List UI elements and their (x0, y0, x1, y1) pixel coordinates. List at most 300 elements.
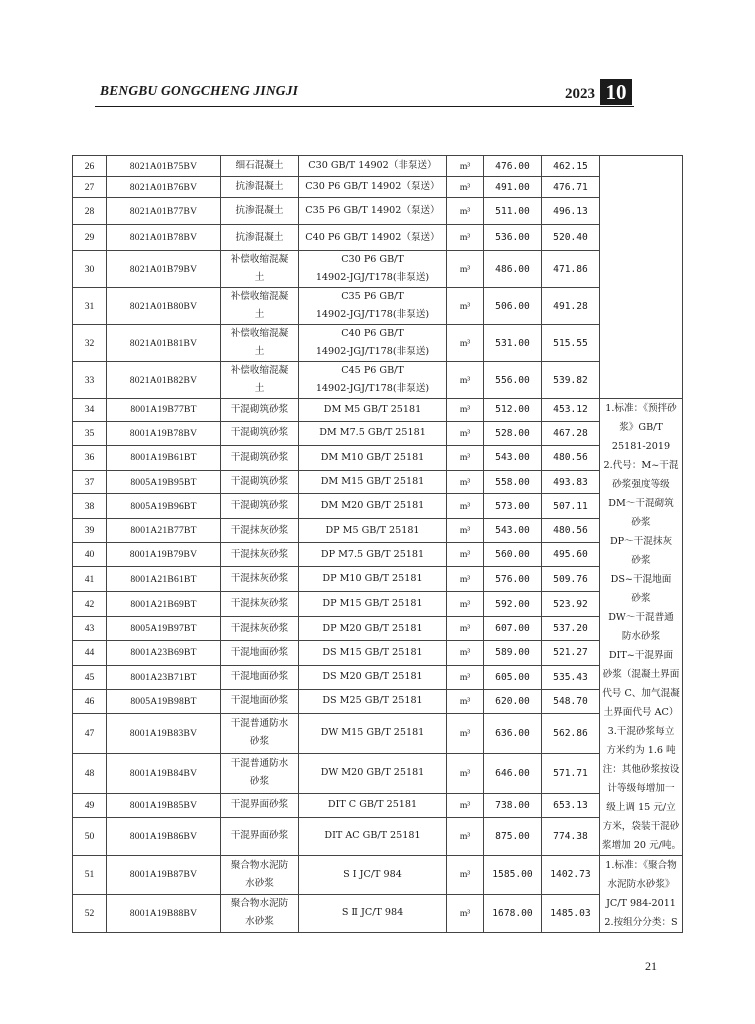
price-excl-tax: 453.12 (542, 399, 600, 422)
unit: m³ (447, 592, 484, 617)
material-name (221, 753, 299, 793)
material-name-line: 干混界面砂浆 (230, 799, 289, 811)
material-spec-line: DP M7.5 GB/T 25181 (320, 548, 425, 560)
table-row (73, 519, 683, 543)
material-spec (299, 543, 447, 567)
remarks-empty (600, 156, 683, 399)
material-name-line: 土 (254, 272, 265, 283)
material-name-line: 干混砌筑砂浆 (230, 427, 289, 439)
price-incl-tax: 636.00 (484, 713, 542, 753)
material-code: 8005A19B95BT (107, 470, 221, 494)
row-number: 51 (73, 856, 107, 895)
material-spec-line: C30 GB/T 14902（非泵送） (308, 160, 437, 171)
row-number: 44 (73, 640, 107, 665)
material-name-line: 土 (254, 383, 265, 394)
material-name (221, 421, 299, 445)
price-excl-tax: 535.43 (542, 665, 600, 689)
price-excl-tax: 509.76 (542, 567, 600, 592)
material-name (221, 362, 299, 399)
material-name (221, 225, 299, 251)
material-spec (299, 793, 447, 817)
material-spec (299, 519, 447, 543)
row-number: 27 (73, 177, 107, 198)
material-spec (299, 198, 447, 225)
remarks-mortar-line: 砂浆 (631, 593, 651, 604)
price-incl-tax: 607.00 (484, 617, 542, 641)
row-number: 45 (73, 665, 107, 689)
table-row (73, 445, 683, 470)
material-name (221, 856, 299, 895)
material-spec (299, 399, 447, 422)
material-name-line: 干混抹灰砂浆 (230, 548, 289, 560)
material-code: 8021A01B80BV (107, 288, 221, 325)
material-name (221, 445, 299, 470)
material-spec-line: DS M15 GB/T 25181 (322, 646, 423, 658)
remarks-mortar-line: 砂浆（混凝土界面 (602, 669, 680, 680)
material-spec-line: 14902-JGJ/T178(非泵送) (315, 346, 430, 357)
price-incl-tax: 543.00 (484, 519, 542, 543)
table-row (73, 713, 683, 753)
remarks-mortar-line: 25181-2019 (611, 441, 671, 452)
remarks-mortar-line: 级上调 15 元/立 (606, 802, 676, 813)
remarks-mortar-line: 土界面代号 AC） (603, 707, 679, 718)
table-row (73, 494, 683, 519)
material-name (221, 567, 299, 592)
price-incl-tax: 556.00 (484, 362, 542, 399)
material-code: 8001A23B71BT (107, 665, 221, 689)
table-row (73, 325, 683, 362)
price-incl-tax: 875.00 (484, 817, 542, 855)
price-incl-tax: 486.00 (484, 251, 542, 288)
table-row (73, 689, 683, 713)
remarks-mortar-line: DW～干混普通 (608, 612, 674, 623)
issue-year: 2023 (565, 86, 595, 102)
row-number: 40 (73, 543, 107, 567)
material-name (221, 251, 299, 288)
price-incl-tax: 558.00 (484, 470, 542, 494)
price-excl-tax: 515.55 (542, 325, 600, 362)
row-number: 33 (73, 362, 107, 399)
unit: m³ (447, 640, 484, 665)
material-spec-line: DW M20 GB/T 25181 (320, 767, 425, 779)
row-number: 29 (73, 225, 107, 251)
row-number: 43 (73, 617, 107, 641)
row-number: 30 (73, 251, 107, 288)
material-name-line: 补偿收缩混凝 (230, 254, 289, 265)
material-code: 8021A01B79BV (107, 251, 221, 288)
remarks-mortar-line: 防水砂浆 (621, 631, 661, 642)
material-name (221, 665, 299, 689)
price-incl-tax: 573.00 (484, 494, 542, 519)
material-code: 8005A19B97BT (107, 617, 221, 641)
price-incl-tax: 512.00 (484, 399, 542, 422)
remarks-mortar-line: 方米，袋装干混砂 (602, 821, 680, 832)
material-name (221, 543, 299, 567)
material-name-line: 抗渗混凝土 (235, 205, 284, 216)
material-name-line: 干混普通防水 (230, 758, 289, 770)
material-name-line: 水砂浆 (245, 916, 274, 928)
material-spec-line: S Ⅰ JC/T 984 (343, 868, 402, 880)
material-name-line: 干混抹灰砂浆 (230, 598, 289, 610)
unit: m³ (447, 543, 484, 567)
remarks-mortar-line: 浆增加 20 元/吨。 (602, 840, 682, 851)
material-spec (299, 445, 447, 470)
remarks-mortar (600, 399, 683, 856)
price-excl-tax: 539.82 (542, 362, 600, 399)
material-spec-line: DP M15 GB/T 25181 (322, 598, 423, 610)
material-spec-line: C35 P6 GB/T 14902（泵送） (305, 205, 440, 216)
material-code: 8001A19B61BT (107, 445, 221, 470)
price-incl-tax: 620.00 (484, 689, 542, 713)
remarks-mortar-line: 砂浆 (631, 555, 651, 566)
table-row (73, 198, 683, 225)
material-name-line: 干混界面砂浆 (230, 830, 289, 842)
price-excl-tax: 521.27 (542, 640, 600, 665)
row-number: 39 (73, 519, 107, 543)
row-number: 41 (73, 567, 107, 592)
material-name-line: 补偿收缩混凝 (230, 291, 289, 302)
material-spec-line: DM M20 GB/T 25181 (320, 500, 425, 512)
price-incl-tax: 738.00 (484, 793, 542, 817)
row-number: 46 (73, 689, 107, 713)
remarks-mortar-line: 1.标准：《预拌砂 (605, 403, 677, 414)
row-number: 52 (73, 894, 107, 933)
unit: m³ (447, 793, 484, 817)
material-name-line: 干混砌筑砂浆 (230, 476, 289, 488)
row-number: 34 (73, 399, 107, 422)
row-number: 28 (73, 198, 107, 225)
remarks-polymer-line: JC/T 984-2011 (606, 898, 676, 909)
row-number: 42 (73, 592, 107, 617)
remarks-mortar-line: 3.干混砂浆每立 (607, 726, 675, 737)
unit: m³ (447, 399, 484, 422)
material-spec-line: 14902-JGJ/T178(非泵送) (315, 309, 430, 320)
price-excl-tax: 480.56 (542, 519, 600, 543)
price-incl-tax: 576.00 (484, 567, 542, 592)
price-incl-tax: 543.00 (484, 445, 542, 470)
row-number: 37 (73, 470, 107, 494)
material-name (221, 817, 299, 855)
table-row (73, 362, 683, 399)
price-excl-tax: 480.56 (542, 445, 600, 470)
remarks-mortar-line: 浆》GB/T (619, 422, 663, 433)
table-row (73, 665, 683, 689)
price-excl-tax: 571.71 (542, 753, 600, 793)
material-code: 8001A19B86BV (107, 817, 221, 855)
remarks-mortar-line: DP～干混抹灰 (609, 536, 673, 547)
price-table (72, 155, 683, 933)
material-name (221, 325, 299, 362)
material-name (221, 519, 299, 543)
price-excl-tax: 523.92 (542, 592, 600, 617)
row-number: 50 (73, 817, 107, 855)
material-name-line: 聚合物水泥防 (230, 859, 289, 871)
material-spec (299, 617, 447, 641)
unit: m³ (447, 325, 484, 362)
material-spec (299, 856, 447, 895)
unit: m³ (447, 856, 484, 895)
price-excl-tax: 1402.73 (542, 856, 600, 895)
material-code: 8021A01B77BV (107, 198, 221, 225)
remarks-mortar-line: 2.代号：M~干混 (603, 460, 679, 471)
price-excl-tax: 471.86 (542, 251, 600, 288)
material-spec-line: DP M5 GB/T 25181 (325, 524, 420, 536)
material-name-line: 干混抹灰砂浆 (230, 524, 289, 536)
material-name-line: 补偿收缩混凝 (230, 328, 289, 339)
price-incl-tax: 536.00 (484, 225, 542, 251)
material-spec-line: DW M15 GB/T 25181 (320, 727, 425, 739)
unit: m³ (447, 665, 484, 689)
material-spec (299, 251, 447, 288)
material-spec-line: 14902-JGJ/T178(非泵送) (315, 383, 430, 394)
price-excl-tax: 1485.03 (542, 894, 600, 933)
unit: m³ (447, 421, 484, 445)
material-name-line: 水砂浆 (245, 877, 274, 889)
material-name-line: 砂浆 (249, 736, 270, 748)
price-excl-tax: 507.11 (542, 494, 600, 519)
remarks-polymer-line: 2.按组分分类：S (604, 917, 678, 928)
table-row (73, 640, 683, 665)
material-code: 8001A21B77BT (107, 519, 221, 543)
table-row (73, 399, 683, 422)
material-name-line: 干混砌筑砂浆 (230, 403, 289, 415)
price-incl-tax: 511.00 (484, 198, 542, 225)
material-name-line: 土 (254, 346, 265, 357)
material-spec-line: DM M15 GB/T 25181 (320, 476, 425, 488)
material-spec (299, 325, 447, 362)
remarks-polymer-line: 水泥防水砂浆》 (607, 879, 675, 890)
unit: m³ (447, 156, 484, 177)
material-name (221, 617, 299, 641)
price-excl-tax: 537.20 (542, 617, 600, 641)
material-spec-line: DIT C GB/T 25181 (327, 799, 418, 811)
material-spec (299, 640, 447, 665)
material-name-line: 抗渗混凝土 (235, 181, 284, 192)
material-code: 8001A23B69BT (107, 640, 221, 665)
price-excl-tax: 495.60 (542, 543, 600, 567)
row-number: 38 (73, 494, 107, 519)
material-spec-line: DP M20 GB/T 25181 (322, 622, 423, 634)
material-code: 8021A01B75BV (107, 156, 221, 177)
material-spec (299, 567, 447, 592)
material-spec (299, 753, 447, 793)
unit: m³ (447, 445, 484, 470)
price-excl-tax: 774.38 (542, 817, 600, 855)
remarks-mortar-line: 砂浆 (631, 517, 651, 528)
material-spec-line: DIT AC GB/T 25181 (324, 830, 421, 842)
price-incl-tax: 491.00 (484, 177, 542, 198)
material-spec-line: DS M20 GB/T 25181 (322, 671, 423, 683)
unit: m³ (447, 567, 484, 592)
material-name-line: 聚合物水泥防 (230, 898, 289, 910)
remarks-polymer (600, 856, 683, 933)
material-name-line: 土 (254, 309, 265, 320)
row-number: 35 (73, 421, 107, 445)
material-code: 8005A19B96BT (107, 494, 221, 519)
remarks-mortar-line: 砂浆强度等级 (612, 479, 670, 490)
material-name (221, 640, 299, 665)
price-incl-tax: 531.00 (484, 325, 542, 362)
price-excl-tax: 653.13 (542, 793, 600, 817)
material-code: 8001A21B69BT (107, 592, 221, 617)
material-spec-line: DP M10 GB/T 25181 (322, 573, 423, 585)
material-spec-line: DM M7.5 GB/T 25181 (319, 427, 426, 439)
row-number: 26 (73, 156, 107, 177)
unit: m³ (447, 617, 484, 641)
table-row (73, 288, 683, 325)
price-incl-tax: 560.00 (484, 543, 542, 567)
price-excl-tax: 462.15 (542, 156, 600, 177)
material-name (221, 470, 299, 494)
remarks-mortar-line: 方米约为 1.6 吨 (606, 745, 676, 756)
table-row (73, 470, 683, 494)
unit: m³ (447, 817, 484, 855)
table-row (73, 592, 683, 617)
table-row (73, 894, 683, 933)
material-spec-line: DM M5 GB/T 25181 (323, 403, 422, 415)
unit: m³ (447, 894, 484, 933)
unit: m³ (447, 494, 484, 519)
price-excl-tax: 520.40 (542, 225, 600, 251)
material-code: 8001A19B78BV (107, 421, 221, 445)
material-code: 8001A21B61BT (107, 567, 221, 592)
unit: m³ (447, 198, 484, 225)
material-name (221, 592, 299, 617)
header-divider (95, 106, 634, 107)
material-spec (299, 421, 447, 445)
row-number: 31 (73, 288, 107, 325)
material-code: 8001A19B84BV (107, 753, 221, 793)
material-code: 8001A19B79BV (107, 543, 221, 567)
material-code: 8021A01B81BV (107, 325, 221, 362)
price-excl-tax: 467.28 (542, 421, 600, 445)
unit: m³ (447, 519, 484, 543)
material-spec (299, 177, 447, 198)
unit: m³ (447, 251, 484, 288)
material-name-line: 干混地面砂浆 (230, 646, 289, 658)
material-name (221, 793, 299, 817)
unit: m³ (447, 689, 484, 713)
price-excl-tax: 476.71 (542, 177, 600, 198)
material-spec-line: C40 P6 GB/T 14902（泵送） (305, 231, 440, 243)
row-number: 48 (73, 753, 107, 793)
material-spec (299, 470, 447, 494)
table-row (73, 793, 683, 817)
material-code: 8001A19B77BT (107, 399, 221, 422)
price-incl-tax: 506.00 (484, 288, 542, 325)
row-number: 49 (73, 793, 107, 817)
page-number: 21 (645, 959, 657, 973)
material-code: 8001A19B88BV (107, 894, 221, 933)
table-row (73, 543, 683, 567)
material-name-line: 补偿收缩混凝 (230, 365, 289, 376)
material-spec-line: S Ⅱ JC/T 984 (341, 907, 404, 919)
price-excl-tax: 493.83 (542, 470, 600, 494)
remarks-mortar-line: 计等级每增加一 (607, 783, 675, 794)
unit: m³ (447, 470, 484, 494)
material-spec (299, 713, 447, 753)
row-number: 47 (73, 713, 107, 753)
material-spec-line: DS M25 GB/T 25181 (322, 695, 423, 707)
table-row (73, 156, 683, 177)
material-name-line: 细石混凝土 (235, 160, 284, 171)
price-excl-tax: 562.86 (542, 713, 600, 753)
material-spec (299, 494, 447, 519)
table-row (73, 617, 683, 641)
material-name-line: 干混地面砂浆 (230, 695, 289, 707)
material-spec-line: C30 P6 GB/T (341, 254, 404, 265)
material-spec (299, 592, 447, 617)
price-incl-tax: 1678.00 (484, 894, 542, 933)
material-name (221, 713, 299, 753)
material-spec (299, 894, 447, 933)
journal-title: BENGBU GONGCHENG JINGJI (100, 83, 299, 98)
material-code: 8021A01B82BV (107, 362, 221, 399)
table-row (73, 421, 683, 445)
remarks-mortar-line: 注：其他砂浆按设 (602, 764, 680, 775)
material-name (221, 156, 299, 177)
price-incl-tax: 476.00 (484, 156, 542, 177)
material-name (221, 288, 299, 325)
material-spec (299, 225, 447, 251)
unit: m³ (447, 713, 484, 753)
material-name (221, 177, 299, 198)
price-excl-tax: 491.28 (542, 288, 600, 325)
material-name-line: 干混砌筑砂浆 (230, 451, 289, 463)
material-code: 8005A19B98BT (107, 689, 221, 713)
table-row (73, 817, 683, 855)
row-number: 36 (73, 445, 107, 470)
material-spec (299, 288, 447, 325)
material-name-line: 抗渗混凝土 (235, 231, 284, 243)
price-incl-tax: 589.00 (484, 640, 542, 665)
remarks-mortar-line: DIT~干混界面 (608, 650, 674, 661)
unit: m³ (447, 177, 484, 198)
material-name-line: 干混抹灰砂浆 (230, 573, 289, 585)
material-spec-line: C30 P6 GB/T 14902（泵送） (305, 181, 440, 192)
material-name-line: 干混砌筑砂浆 (230, 500, 289, 512)
unit: m³ (447, 362, 484, 399)
table-row (73, 753, 683, 793)
row-number: 32 (73, 325, 107, 362)
unit: m³ (447, 753, 484, 793)
table-row (73, 177, 683, 198)
material-spec (299, 665, 447, 689)
material-name-line: 干混地面砂浆 (230, 671, 289, 683)
unit: m³ (447, 288, 484, 325)
material-spec-line: 14902-JGJ/T178(非泵送) (315, 272, 430, 283)
material-spec (299, 689, 447, 713)
price-excl-tax: 548.70 (542, 689, 600, 713)
material-spec (299, 817, 447, 855)
price-incl-tax: 528.00 (484, 421, 542, 445)
remarks-polymer-line: 1.标准：《聚合物 (605, 860, 677, 871)
price-incl-tax: 605.00 (484, 665, 542, 689)
material-name (221, 689, 299, 713)
material-spec-line: C35 P6 GB/T (341, 291, 404, 302)
material-name (221, 894, 299, 933)
table-row (73, 856, 683, 895)
table-row (73, 225, 683, 251)
material-name-line: 砂浆 (249, 776, 270, 788)
material-code: 8001A19B87BV (107, 856, 221, 895)
remarks-mortar-line: 代号 C、加气混凝 (602, 688, 680, 699)
material-name-line: 干混抹灰砂浆 (230, 622, 289, 634)
table-row (73, 567, 683, 592)
price-incl-tax: 646.00 (484, 753, 542, 793)
material-code: 8001A19B83BV (107, 713, 221, 753)
material-code: 8001A19B85BV (107, 793, 221, 817)
